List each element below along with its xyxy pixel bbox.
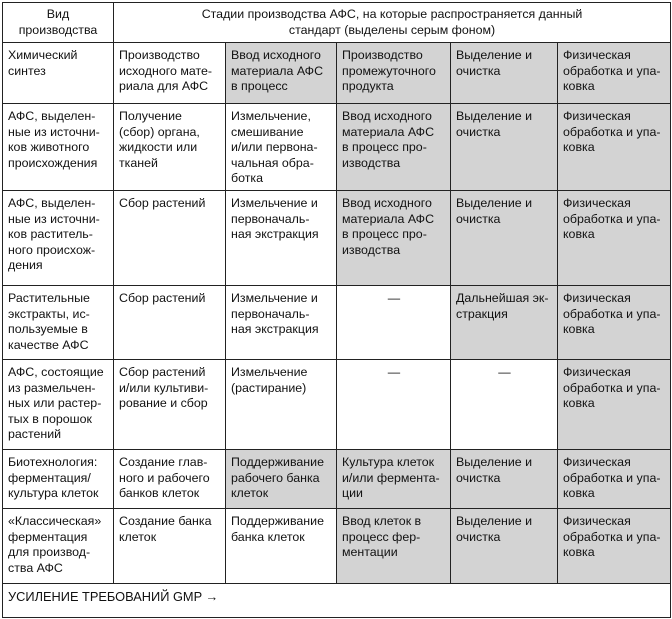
stage-cell: Поддерживание банка клеток (226, 509, 337, 584)
table-row (3, 43, 671, 104)
stage-cell: Физическая обработка и упа- ковка (558, 450, 671, 509)
stage-cell: Измельчение, смешивание и/или первона- чальная обра- ботка (226, 104, 337, 191)
stage-cell: Сбор растений (114, 191, 226, 286)
table-row (3, 286, 671, 360)
stage-cell: Создание глав- ного и рабочего банков клеток (114, 450, 226, 509)
production-type-cell: Биотехнология: ферментация/ культура клеток (3, 450, 114, 509)
stage-cell: Ввод клеток в процесс фер- ментации (337, 509, 451, 584)
stage-cell: Производство исходного мате- риала для АФС (114, 43, 226, 104)
empty-stage-dash: — (337, 360, 451, 450)
production-type-cell: «Классическая» ферментация для производ- ства АФС (3, 509, 114, 584)
stage-cell: Выделение и очистка (451, 43, 558, 104)
stage-cell: Физическая обработка и упа- ковка (558, 509, 671, 584)
production-type-cell: Растительные экстракты, ис- пользуемые в качестве АФС (3, 286, 114, 360)
stage-cell: Сбор растений (114, 286, 226, 360)
table-row (3, 191, 671, 286)
production-type-cell: АФС, выделен- ные из источни- ков животного происхождения (3, 104, 114, 191)
table-row (3, 360, 671, 450)
production-type-cell: АФС, состоящие из размельчен- ных или растер- тых в порошок растений (3, 360, 114, 450)
stage-cell: Поддерживание рабочего банка клеток (226, 450, 337, 509)
stage-cell: Измельчение (растирание) (226, 360, 337, 450)
stage-cell: Выделение и очистка (451, 509, 558, 584)
stage-cell: Физическая обработка и упа- ковка (558, 43, 671, 104)
stage-cell: Физическая обработка и упа- ковка (558, 191, 671, 286)
empty-stage-dash: — (337, 286, 451, 360)
gmp-requirements-footer: УСИЛЕНИЕ ТРЕБОВАНИЙ GMP → (3, 584, 671, 618)
stage-cell: Физическая обработка и упа- ковка (558, 360, 671, 450)
stage-cell: Выделение и очистка (451, 104, 558, 191)
production-type-cell: Химический синтез (3, 43, 114, 104)
stage-cell: Выделение и очистка (451, 450, 558, 509)
header-production-type: Вид производства (3, 3, 114, 43)
stage-cell: Производство промежуточного продукта (337, 43, 451, 104)
stage-cell: Физическая обработка и упа- ковка (558, 104, 671, 191)
stage-cell: Ввод исходного материала АФС в процесс про- изводства (337, 104, 451, 191)
stage-cell: Культура клеток и/или фермента- ции (337, 450, 451, 509)
stage-cell: Получение (сбор) органа, жидкости или тканей (114, 104, 226, 191)
footer-row (3, 584, 671, 618)
stage-cell: Выделение и очистка (451, 191, 558, 286)
empty-stage-dash: — (451, 360, 558, 450)
stage-cell: Ввод исходного материала АФС в процесс (226, 43, 337, 104)
stage-cell: Физическая обработка и упа- ковка (558, 286, 671, 360)
table-row (3, 450, 671, 509)
stage-cell: Дальнейшая эк- стракция (451, 286, 558, 360)
stage-cell: Измельчение и первоначаль- ная экстракция (226, 191, 337, 286)
production-type-cell: АФС, выделен- ные из источни- ков раститель- ного происхож- дения (3, 191, 114, 286)
table-row (3, 509, 671, 584)
header-stages: Стадии производства АФС, на которые распространяется данный стандарт (выделены серым фоном) (114, 3, 671, 43)
stage-cell: Измельчение и первоначаль- ная экстракция (226, 286, 337, 360)
gmp-stages-table (2, 2, 671, 618)
stage-cell: Сбор растений и/или культиви- рование и сбор (114, 360, 226, 450)
table-row (3, 104, 671, 191)
header-row (3, 3, 671, 43)
stage-cell: Ввод исходного материала АФС в процесс про- изводства (337, 191, 451, 286)
stage-cell: Создание банка клеток (114, 509, 226, 584)
